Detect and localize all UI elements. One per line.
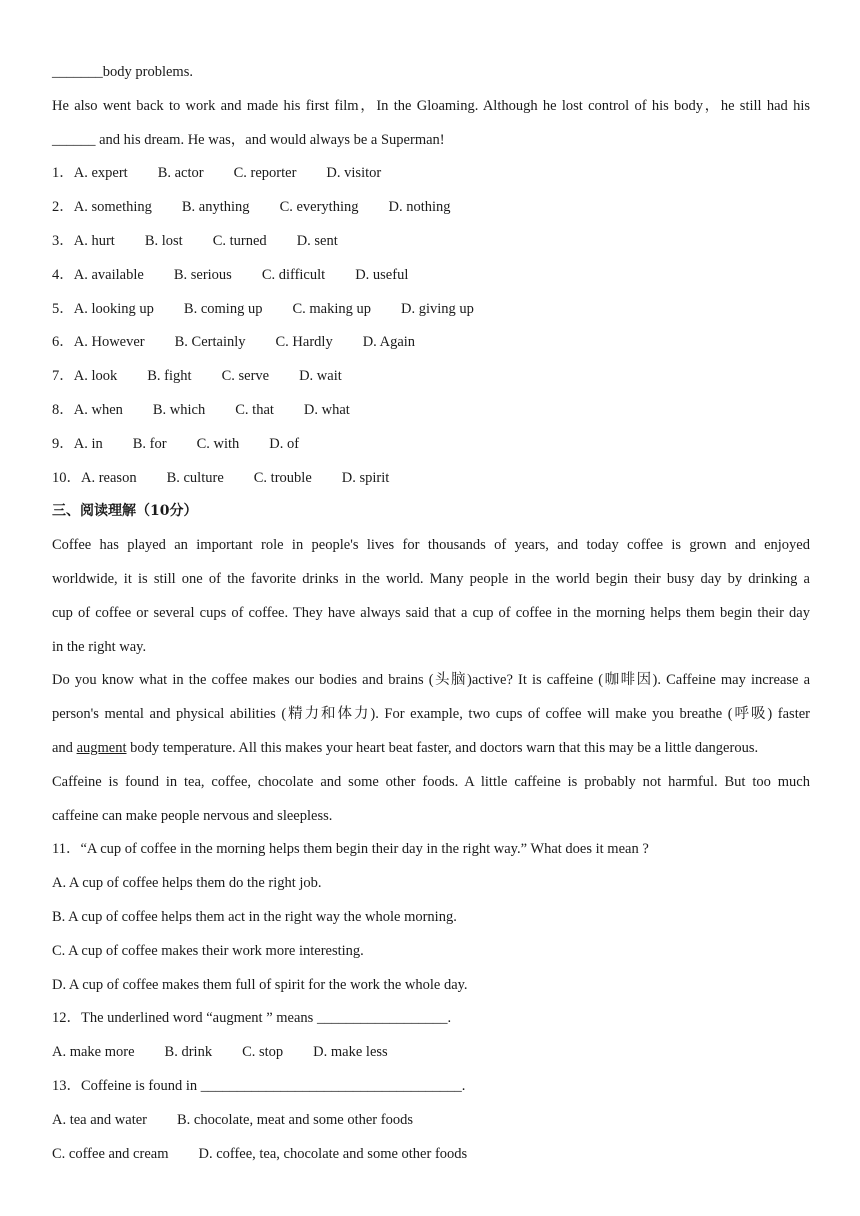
option-c: C. stop — [242, 1044, 284, 1061]
option-b: B. serious — [173, 266, 232, 283]
option-d: D. of — [269, 435, 300, 452]
cloze-question-1 — [52, 157, 810, 191]
option-c: C. trouble — [253, 469, 312, 486]
option-a: A. in — [73, 435, 103, 452]
option-b: B. which — [152, 401, 206, 418]
option-c: C. difficult — [261, 266, 326, 283]
passage-line: in the right way. — [52, 638, 147, 655]
option-b: B. anything — [181, 199, 250, 216]
option-c: C. Hardly — [275, 334, 333, 351]
option-a: A. expert — [73, 165, 128, 182]
option-a: A. tea and water — [52, 1111, 148, 1128]
question-number: 2． — [52, 199, 74, 216]
option-d: D. A cup of coffee makes them full of spirit for the work the whole day. — [52, 976, 468, 993]
option-b: B. chocolate, meat and some other foods — [177, 1111, 413, 1128]
option-c: C. reporter — [233, 165, 297, 182]
cloze-question-2 — [52, 191, 810, 225]
option-d: D. giving up — [401, 300, 474, 317]
intro-line-1: _______body problems. — [52, 64, 193, 80]
question-13 — [52, 1070, 810, 1171]
option-row — [52, 1036, 810, 1070]
option-d: D. what — [303, 401, 350, 418]
option-b: B. coming up — [183, 300, 263, 317]
option-b: B. actor — [157, 165, 204, 182]
question-number: 6． — [52, 334, 74, 351]
passage-line — [52, 732, 810, 766]
cloze-question-5 — [52, 293, 810, 327]
passage-line: Caffeine is found in tea, coffee, chocolate and some other foods. A little caffeine is probably not harmful. But too much — [52, 773, 810, 790]
option-b: B. drink — [164, 1044, 213, 1061]
option-c: C. A cup of coffee makes their work more interesting. — [52, 942, 364, 959]
option-a: A. looking up — [73, 300, 154, 317]
option-c: C. everything — [279, 199, 359, 216]
question-number: 8． — [52, 401, 74, 418]
cloze-question-7 — [52, 360, 810, 394]
option-b: B. fight — [147, 368, 192, 385]
option-d: D. visitor — [326, 165, 382, 182]
option-b: B. A cup of coffee helps them act in the right way the whole morning. — [52, 908, 457, 925]
question-number: 5． — [52, 300, 74, 317]
option-c: C. that — [235, 401, 274, 418]
option-a: A. make more — [52, 1044, 135, 1061]
option-b: B. culture — [166, 469, 224, 486]
cloze-question-9 — [52, 428, 810, 462]
question-12 — [52, 1002, 810, 1070]
option-a: A. look — [73, 368, 118, 385]
option-a: A. However — [73, 334, 145, 351]
question-number: 4． — [52, 266, 74, 283]
reading-passage — [52, 529, 810, 833]
option-a: A. A cup of coffee helps them do the right job. — [52, 875, 322, 892]
passage-text: body temperature. All this makes your heart beat faster, and doctors warn that this may be a little dangerous. — [126, 739, 759, 756]
option-d: D. make less — [313, 1044, 388, 1061]
option-d: D. useful — [355, 266, 409, 283]
passage-line: person's mental and physical abilities (精力和体力). For example, two cups of coffee will make you breathe (呼吸) faster — [52, 706, 810, 723]
underlined-word: augment — [76, 739, 127, 756]
cloze-question-list — [52, 157, 810, 495]
question-stem: 13．Coffeine is found in ____________________________________. — [52, 1077, 466, 1094]
option-c: C. turned — [212, 232, 267, 249]
option-d: D. nothing — [388, 199, 451, 216]
option-d: D. wait — [299, 368, 342, 385]
intro-line-3: ______ and his dream. He was，and would always be a Superman! — [52, 131, 445, 148]
option-a: A. reason — [81, 469, 137, 486]
passage-line: worldwide, it is still one of the favorite drinks in the world. Many people in the world begin their busy day by drinking a — [52, 570, 810, 587]
cloze-question-8 — [52, 394, 810, 428]
option-d: D. sent — [296, 232, 338, 249]
section-heading: 三、阅读理解（10分） — [52, 503, 198, 520]
cloze-question-3 — [52, 225, 810, 259]
option-row — [52, 1138, 810, 1172]
question-number: 7． — [52, 368, 74, 385]
question-stem: 12．The underlined word “augment ” means __________________. — [52, 1010, 452, 1027]
cloze-question-10 — [52, 462, 810, 496]
option-b: B. lost — [144, 232, 183, 249]
passage-text: and — [52, 739, 77, 756]
option-b: B. for — [132, 435, 167, 452]
question-number: 9． — [52, 435, 74, 452]
option-a: A. available — [73, 266, 144, 283]
option-a: A. something — [73, 199, 152, 216]
option-d: D. Again — [362, 334, 416, 351]
cloze-question-6 — [52, 326, 810, 360]
option-d: D. spirit — [341, 469, 390, 486]
option-row — [52, 1104, 810, 1138]
intro-line-2: He also went back to work and made his first film，In the Gloaming. Although he lost control of his body，he still had his — [52, 97, 810, 114]
option-a: A. hurt — [73, 232, 115, 249]
cloze-question-4 — [52, 259, 810, 293]
passage-line: Coffee has played an important role in people's lives for thousands of years, and today coffee is grown and enjoyed — [52, 537, 810, 554]
option-b: B. Certainly — [174, 334, 246, 351]
option-c: C. coffee and cream — [52, 1145, 169, 1162]
option-d: D. coffee, tea, chocolate and some other foods — [198, 1145, 468, 1162]
option-c: C. serve — [221, 368, 270, 385]
question-stem: 11．“A cup of coffee in the morning helps them begin their day in the right way.” What does it mean ? — [52, 841, 649, 858]
passage-line: cup of coffee or several cups of coffee. They have always said that a cup of coffee in the morning helps them begin their day — [52, 604, 810, 621]
option-c: C. making up — [292, 300, 371, 317]
option-a: A. when — [73, 401, 123, 418]
option-c: C. with — [196, 435, 240, 452]
question-number: 3． — [52, 232, 74, 249]
question-number: 10． — [52, 469, 81, 486]
passage-line: Do you know what in the coffee makes our bodies and brains (头脑)active? It is caffeine (咖啡因). Caffeine may increase a — [52, 672, 810, 689]
passage-line: caffeine can make people nervous and sleepless. — [52, 807, 333, 824]
question-number: 1． — [52, 165, 74, 182]
question-11 — [52, 833, 810, 1002]
